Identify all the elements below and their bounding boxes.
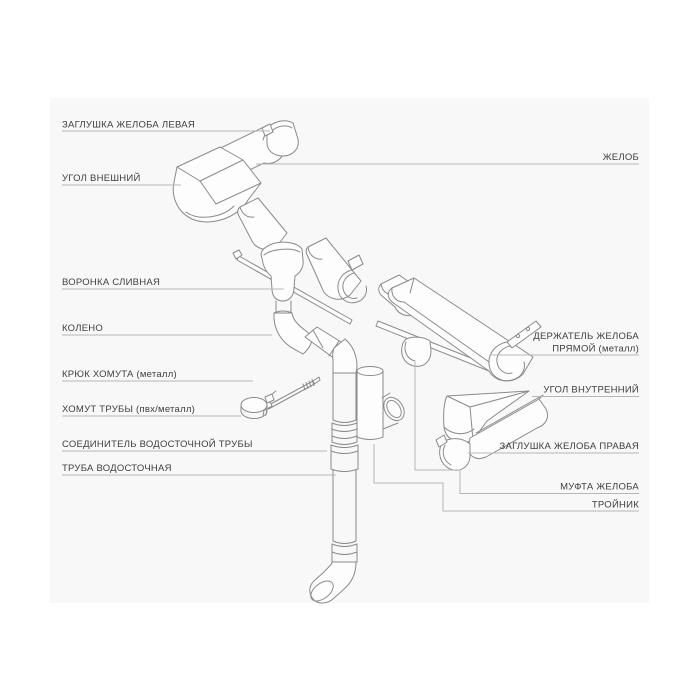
label-gutter-coupling: МУФТА ЖЕЛОБА <box>560 481 639 493</box>
label-downpipe: ТРУБА ВОДОСТОЧНАЯ <box>62 463 172 474</box>
label-tee: ТРОЙНИК <box>591 499 639 511</box>
label-elbow: КОЛЕНО <box>62 323 104 334</box>
label-pipe-clamp: ХОМУТ ТРУБЫ (пвх/металл) <box>62 404 196 415</box>
label-inner-corner: УГОЛ ВНУТРЕННИЙ <box>543 384 639 396</box>
part-gutter-coupling <box>402 337 431 366</box>
label-outer-corner: УГОЛ ВНЕШНИЙ <box>62 173 141 184</box>
label-gutter-holder-line1: ДЕРЖАТЕЛЬ ЖЕЛОБА <box>533 331 639 342</box>
label-gutter: ЖЕЛОБ <box>602 152 639 163</box>
label-gutter-end-cap-right: ЗАГЛУШКА ЖЕЛОБА ПРАВАЯ <box>499 441 639 452</box>
label-gutter-end-cap-left: ЗАГЛУШКА ЖЕЛОБА ЛЕВАЯ <box>62 119 195 131</box>
label-gutter-holder-line2: ПРЯМОЙ (металл) <box>552 343 639 355</box>
label-downpipe-connector: СОЕДИНИТЕЛЬ ВОДОСТОЧНОЙ ТРУБЫ <box>62 439 253 450</box>
label-drain-funnel: ВОРОНКА СЛИВНАЯ <box>62 277 161 288</box>
label-clamp-hook: КРЮК ХОМУТА (металл) <box>62 369 177 380</box>
